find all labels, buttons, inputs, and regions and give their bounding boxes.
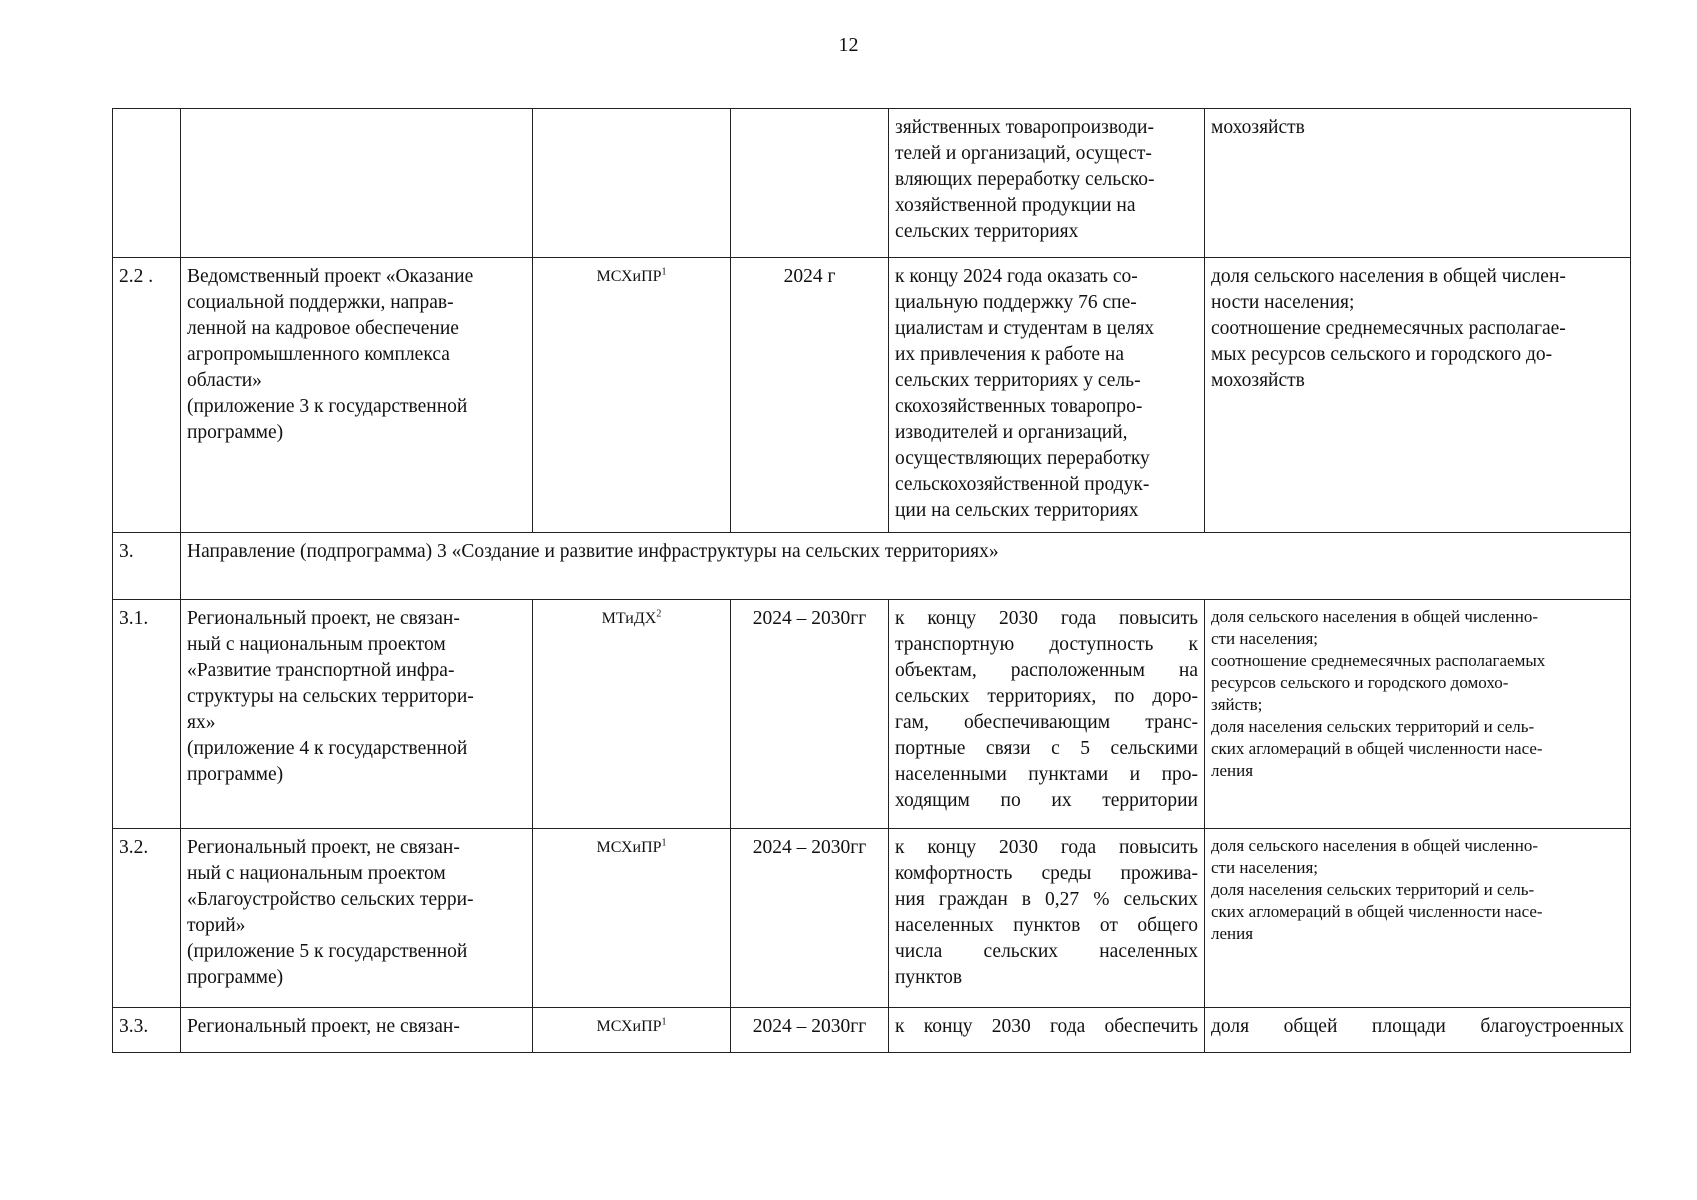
table-row bbox=[113, 829, 1631, 1008]
row-number: 3.1. bbox=[113, 600, 181, 829]
project-name: Региональный проект, не связан- ный с национальным проектом «Развитие транспортной инфра- структуры на сельских территори- ях» (приложение 4 к государственной программе) bbox=[181, 600, 533, 829]
table-row bbox=[113, 109, 1631, 258]
expected-result: к концу 2030 года повысить комфортность среды прожива- ния граждан в 0,27 % сельских населенных пунктов от общего числа сельских населенных пунктов bbox=[889, 829, 1205, 1008]
responsible-cell bbox=[533, 600, 731, 829]
row-number: 3. bbox=[113, 533, 181, 600]
page-number: 12 bbox=[838, 34, 859, 56]
period-cell: 2024 – 2030гг bbox=[731, 829, 889, 1008]
responsible-executor: МСХиПР bbox=[596, 268, 662, 285]
project-name: Региональный проект, не связан- ный с национальным проектом «Благоустройство сельских терри- торий» (приложение 5 к государственной программе) bbox=[181, 829, 533, 1008]
row-number: 3.2. bbox=[113, 829, 181, 1008]
related-indicators: доля сельского населения в общей численно- сти населения; соотношение среднемесячных располагаемых ресурсов сельского и городского домохо- зяйств; доля населения сельских территорий и сель- ских агломераций в общей численности насе- ления bbox=[1205, 600, 1631, 829]
expected-result: к концу 2024 года оказать со- циальную поддержку 76 спе- циалистам и студентам в целях их привлечения к работе на сельских территориях у сель- скохозяйственных товаропро- изводителей и организаций, осуществляющих переработку сельскохозяйственной продук- ции на сельских территориях bbox=[889, 258, 1205, 533]
row-number: 2.2 . bbox=[113, 258, 181, 533]
related-indicators: доля сельского населения в общей численно- сти населения; доля населения сельских территорий и сель- ских агломераций в общей численности насе- ления bbox=[1205, 829, 1631, 1008]
related-indicators: мохозяйств bbox=[1205, 109, 1631, 258]
period-cell: 2024 – 2030гг bbox=[731, 1008, 889, 1053]
table-row bbox=[113, 600, 1631, 829]
row-number bbox=[113, 109, 181, 258]
responsible-executor: МСХиПР bbox=[596, 839, 662, 856]
related-indicators: доля общей площади благоустроенных bbox=[1205, 1008, 1631, 1053]
period-cell bbox=[731, 109, 889, 258]
table-row bbox=[113, 1008, 1631, 1053]
responsible-executor: МСХиПР bbox=[596, 1018, 662, 1035]
expected-result: зяйственных товаропроизводи- телей и организаций, осущест- вляющих переработку сельско- хозяйственной продукции на сельских территориях bbox=[889, 109, 1205, 258]
expected-result: к концу 2030 года обеспечить bbox=[889, 1008, 1205, 1053]
table-row bbox=[113, 258, 1631, 533]
project-name: Ведомственный проект «Оказание социальной поддержки, направ- ленной на кадровое обеспечение агропромышленного комплекса области» (приложение 3 к государственной программе) bbox=[181, 258, 533, 533]
footnote-marker: 1 bbox=[661, 266, 667, 278]
period-cell: 2024 г bbox=[731, 258, 889, 533]
responsible-cell bbox=[533, 109, 731, 258]
expected-result: к концу 2030 года повысить транспортную доступность к объектам, расположенным на сельских территориях, по доро- гам, обеспечивающим транс- портные связи с 5 сельскими населенными пунктами и про- ходящим по их территории bbox=[889, 600, 1205, 829]
responsible-cell bbox=[533, 1008, 731, 1053]
footnote-marker: 2 bbox=[656, 608, 662, 620]
responsible-cell bbox=[533, 829, 731, 1008]
footnote-marker: 1 bbox=[661, 1016, 667, 1028]
project-name: Региональный проект, не связан- bbox=[181, 1008, 533, 1053]
section-title: Направление (подпрограмма) 3 «Создание и развитие инфраструктуры на сельских территориях» bbox=[181, 533, 1631, 600]
row-number: 3.3. bbox=[113, 1008, 181, 1053]
project-name bbox=[181, 109, 533, 258]
responsible-executor: МТиДХ bbox=[601, 610, 657, 627]
related-indicators: доля сельского населения в общей числен- ности населения; соотношение среднемесячных располагае- мых ресурсов сельского и городского до- мохозяйств bbox=[1205, 258, 1631, 533]
period-cell: 2024 – 2030гг bbox=[731, 600, 889, 829]
responsible-cell bbox=[533, 258, 731, 533]
footnote-marker: 1 bbox=[661, 837, 667, 849]
program-structure-table bbox=[112, 108, 1631, 1053]
section-row bbox=[113, 533, 1631, 600]
